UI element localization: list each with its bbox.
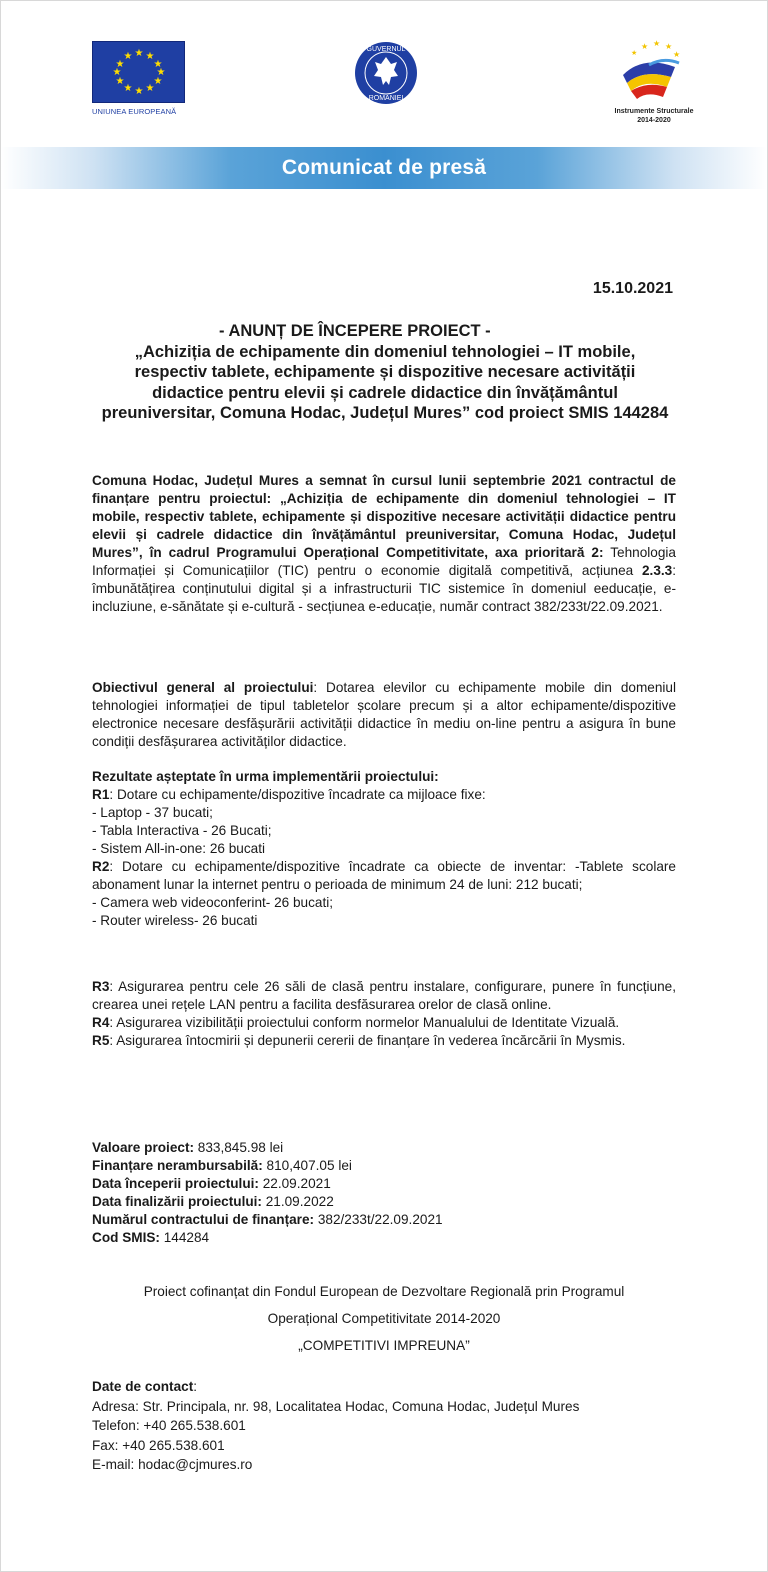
results-heading: Rezultate așteptate în urma implementării proiectului: [92,769,439,784]
result-r5 [92,1032,676,1050]
project-info-row [92,1157,676,1175]
contract-paragraph-text2: : îmbunătățirea conținutului digital și a infrastructurii TIC sistemice în domeniul eeducație, e-incluziune, e-sănătate și e-cultură - secțiunea e-educație, număr contract 382/233t/22.09.2021. [92,563,676,614]
gov-text-top: GUVERNUL [366,46,406,53]
press-release-banner [1,147,767,189]
project-info-value: 21.09.2022 [261,1194,334,1209]
list-item: - Camera web videoconferint- 26 bucati; [92,895,334,910]
government-seal-icon [353,40,419,106]
instrumente-structurale-logo [613,37,695,129]
project-info-label: Cod SMIS: [92,1230,160,1245]
project-info-label: Valoare proiect: [92,1140,194,1155]
results-section [92,768,676,930]
result-r3-label: R3 [92,979,110,994]
result-r1-text: : Dotare cu echipamente/dispozitive încadrate ca mijloace fixe: [109,787,486,802]
announcement-heading: - ANUNȚ DE ÎNCEPERE PROIECT - [219,322,491,340]
project-info-value: 144284 [159,1230,210,1245]
result-r3-text: : Asigurarea pentru cele 26 săli de clasă pentru instalare, configurare, punere în funcțiune, crearea unei rețele LAN pentru a facilita desfăsurarea orelor de clasă online. [92,979,676,1012]
contract-action-number: 2.3.3 [641,563,673,578]
project-info-label: Data începerii proiectului: [92,1176,259,1191]
list-item: - Laptop - 37 bucati; [92,805,213,820]
contract-paragraph [92,472,676,616]
project-info-value: 22.09.2021 [258,1176,331,1191]
list-item: - Tabla Interactiva - 26 Bucati; [92,823,272,838]
is-caption-line2: 2014-2020 [637,117,671,124]
project-info-label: Data finalizării proiectului: [92,1194,262,1209]
eu-caption: UNIUNEA EUROPEANĂ [92,107,177,116]
release-date: 15.10.2021 [592,280,673,297]
result-r4-label: R4 [92,1015,110,1030]
is-star-icon: ★ [631,50,638,57]
project-info-list [92,1139,676,1247]
is-caption [613,107,695,125]
result-r5-text: : Asigurarea întocmirii și depunerii cererii de finanțare în vederea încărcării în Mysmis. [109,1033,626,1048]
project-info-row [92,1211,676,1229]
contact-heading: Date de contact [92,1379,194,1394]
result-r3 [92,978,676,1014]
results-section-2 [92,978,676,1050]
contract-paragraph-text1: Tehnologia Informației și Comunicațiilor (TIC) pentru o economie digitală competitivă, acțiunea [92,545,676,578]
result-r2-text: : Dotare cu echipamente/dispozitive încadrate ca obiecte de inventar: -Tablete scolare abonament lunar la internet pentru o perioada de minimum 24 de luni: 212 bucati; [92,859,676,892]
list-item: - Router wireless- 26 bucati [92,913,258,928]
result-r4 [92,1014,676,1032]
project-info-row [92,1175,676,1193]
eu-logo [92,41,186,116]
contact-phone: Telefon: +40 265.538.601 [92,1418,246,1433]
result-r5-label: R5 [92,1033,110,1048]
result-r1 [92,786,676,804]
result-r2-label: R2 [92,859,110,874]
contact-address: Adresa: Str. Principala, nr. 98, Localitatea Hodac, Comuna Hodac, Județul Mures [92,1398,580,1414]
list-item: - Sistem All-in-one: 26 bucati [92,841,266,856]
is-star-icon: ★ [653,39,661,48]
objective-text: : Dotarea elevilor cu echipamente mobile din domeniul tehnologiei informației de tipul tabletelor școlare precum și a altor echipamente/dispozitive electronice necesare desfășurării activității didactice în mediu on-line pentru a asigura în bune condiții desfășurarea activităților didactice. [92,680,676,749]
cofinancing-note [92,1278,676,1359]
project-info-row [92,1193,676,1211]
cofinancing-line1: Proiect cofinanțat din Fondul European de Dezvoltare Regională prin Programul [143,1284,625,1299]
cofinancing-line3: „COMPETITIVI IMPREUNA” [298,1338,470,1353]
is-caption-line1: Instrumente Structurale [614,108,694,115]
project-info-row [92,1229,676,1247]
result-r4-text: : Asigurarea vizibilității proiectului conform normelor Manualului de Identitate Vizuală. [109,1015,620,1030]
instrumente-structurale-icon [613,37,695,109]
objective-label: Obiectivul general al proiectului [92,680,314,695]
contact-heading-colon: : [193,1379,198,1394]
contact-heading-row [92,1377,676,1397]
objective-paragraph [92,679,676,751]
project-info-row [92,1139,676,1157]
project-info-value: 833,845.98 lei [194,1140,284,1155]
result-r1-label: R1 [92,787,110,802]
contact-email: E-mail: hodac@cjmures.ro [92,1457,253,1472]
announcement-title-block [99,321,671,424]
announcement-project-title: „Achiziția de echipamente din domeniul tehnologiei – IT mobile, respectiv tablete, echipamente și dispozitive necesare activității didactice pentru elevii și cadrele didactice din învățământul preuniversitar, Comuna Hodac, Județul Mures” cod proiect SMIS 144284 [101,342,669,422]
cofinancing-line2: Operațional Competitivitate 2014-2020 [267,1311,501,1326]
project-info-value: 810,407.05 lei [262,1158,352,1173]
government-seal-logo [353,40,419,106]
banner-title: Comunicat de presă [281,156,487,179]
gov-text-bottom: ROMÂNIEI [368,95,404,102]
contact-section [92,1377,676,1475]
contract-paragraph-bold: Comuna Hodac, Județul Mures a semnat în cursul lunii septembrie 2021 contractul de finanțare pentru proiectul: „Achiziția de echipamente din domeniul tehnologiei – IT mobile, respectiv tablete, echipamente și dispozitive necesare activității didactice pentru elevii și cadrele didactice din învățământul preuniversitar, Comuna Hodac, Județul Mures”, în cadrul Programului Operațional Competitivitate, axa prioritară 2: [92,473,676,560]
project-info-label: Numărul contractului de finanțare: [92,1212,315,1227]
project-info-label: Finanțare nerambursabilă: [92,1158,263,1173]
is-star-icon: ★ [673,50,681,59]
eu-flag-icon: ★ ★ ★ ★ ★ ★ ★ ★ ★ ★ ★ ★ [92,41,185,103]
contact-fax: Fax: +40 265.538.601 [92,1437,225,1453]
is-star-icon: ★ [641,42,649,51]
project-info-value: 382/233t/22.09.2021 [314,1212,443,1227]
is-star-icon: ★ [665,42,673,51]
result-r2 [92,858,676,894]
